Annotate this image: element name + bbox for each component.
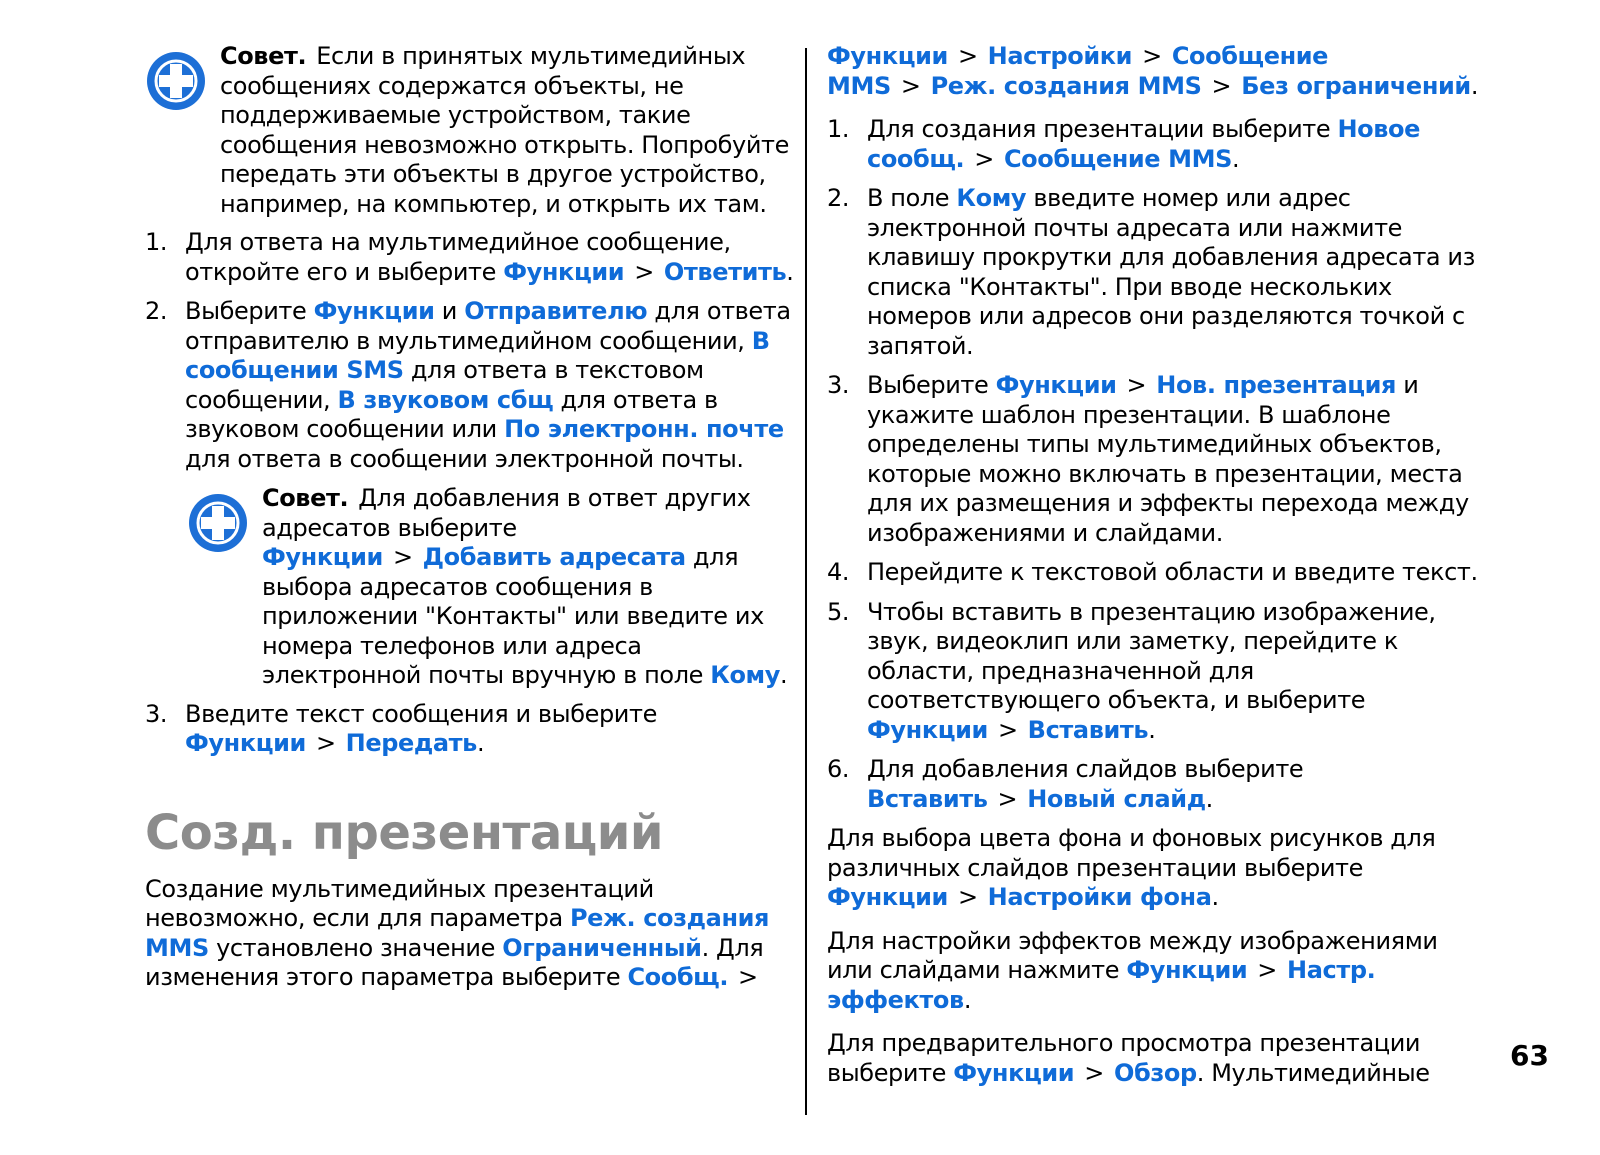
menu-option: Функции (953, 1058, 1075, 1087)
menu-option: Реж. создания MMS (145, 904, 770, 962)
menu-option: В звуковом сбщ (337, 385, 554, 414)
list-item: 4. Перейдите к текстовой области и введите текст. (827, 558, 1478, 586)
menu-option: Передать (345, 729, 477, 757)
list-item: 6. Для добавления слайдов выберите Вставить > Новый слайд. (827, 755, 1304, 813)
menu-option: Добавить адресата (422, 543, 686, 571)
menu-option: Функции (1126, 956, 1248, 984)
menu-option: Ответить (663, 257, 787, 286)
menu-option: Функции (827, 42, 948, 70)
tip-block: Совет. Для добавления в ответ других адресатов выберите Функции > Добавить адресата для выбора адресатов сообщения в приложении "Контакты" или введите их номера телефонов или адреса электронной почты вручную в поле Кому. (187, 484, 795, 691)
menu-option: Кому (956, 184, 1027, 212)
tip-text: Если в принятых мультимедийных сообщениях содержатся объекты, не поддерживаемые устройством, такие сообщения невозможно открыть. Попробуйте передать эти объекты в другое устройство, например, на компьютер, и открыть их там. (220, 42, 789, 218)
menu-option: Настр. эффектов (827, 956, 1376, 1014)
menu-option: Сообщение MMS (1003, 144, 1232, 173)
settings-path: Функции > Настройки > Сообщение MMS > Реж. создания MMS > Без ограничений. (827, 42, 1479, 100)
plus-tip-icon (187, 492, 249, 554)
list-item: 3. Выберите Функции > Нов. презентация и укажите шаблон презентации. В шаблоне определены типы мультимедийных объектов, которые можно включать в презентации, места для их размещения и эффекты перехода между изображениями и слайдами. (827, 371, 1469, 547)
menu-option: Функции (262, 543, 383, 571)
menu-option: Функции (503, 257, 625, 286)
menu-option: Ограниченный (502, 933, 702, 962)
presentation-steps (827, 115, 1487, 814)
section-heading: Созд. презентаций (145, 804, 664, 861)
menu-option: В сообщении SMS (185, 326, 770, 384)
menu-option: Настройки (987, 42, 1133, 70)
menu-option: Функции (313, 297, 435, 325)
menu-option: Настройки фона (987, 883, 1212, 911)
menu-option: Отправителю (464, 297, 648, 325)
menu-option: Вставить (867, 784, 988, 813)
menu-option: Обзор (1113, 1058, 1197, 1087)
background-paragraph: Для выбора цвета фона и фоновых рисунков для различных слайдов презентации выберите Функции > Настройки фона. (827, 824, 1436, 911)
menu-option: Сообщ. (627, 963, 729, 991)
tip-label: Совет. (262, 484, 349, 512)
list-item: 1. Для создания презентации выберите Новое сообщ. > Сообщение MMS. (827, 115, 1421, 173)
menu-option: Без ограничений (1241, 71, 1471, 100)
menu-option: Вставить (1027, 715, 1149, 744)
reply-steps (145, 228, 795, 474)
plus-tip-icon (145, 50, 207, 112)
preview-paragraph: Для предварительного просмотра презентации выберите Функции > Обзор. Мультимедийные (827, 1029, 1430, 1087)
list-item: 3. Введите текст сообщения и выберите Функции > Передать. (145, 699, 657, 757)
page-number: 63 (1510, 1039, 1549, 1072)
menu-option: По электронн. почте (504, 415, 784, 443)
tip-label: Совет. (220, 42, 307, 70)
menu-option: Реж. создания MMS (930, 71, 1202, 100)
list-item: 2. Выберите Функции и Отправителю для ответа отправителю в мультимедийном сообщении, В сообщении SMS для ответа в текстовом сообщении, В звуковом сбщ для ответа в звуковом сообщении или По электронн. почте для ответа в сообщении электронной почты. (145, 297, 791, 473)
menu-option: Нов. презентация (1156, 371, 1397, 399)
reply-steps-cont (145, 700, 795, 759)
tip-block (145, 42, 795, 219)
menu-option: Сообщение MMS (827, 42, 1329, 100)
list-item: 5. Чтобы вставить в презентацию изображение, звук, видеоклип или заметку, перейдите к области, предназначенной для соответствующего объекта, и выберите Функции > Вставить. (827, 597, 1436, 744)
menu-option: Функции (827, 883, 948, 911)
right-column (827, 42, 1487, 1102)
left-column (145, 42, 795, 993)
menu-option: Новый слайд (1027, 784, 1206, 813)
menu-option: Функции (867, 715, 988, 744)
menu-option: Функции (995, 371, 1117, 399)
menu-option: Новое сообщ. (867, 115, 1421, 173)
column-divider (805, 48, 807, 1115)
menu-option: Кому (710, 661, 781, 689)
list-item: 1. Для ответа на мультимедийное сообщение, откройте его и выберите Функции > Ответить. (145, 228, 794, 286)
intro-paragraph: Создание мультимедийных презентаций невозможно, если для параметра Реж. создания MMS установлено значение Ограниченный. Для изменения этого параметра выберите Сообщ. > (145, 874, 770, 991)
list-item: 2. В поле Кому введите номер или адрес электронной почты адресата или нажмите клавишу прокрутки для добавления адресата из списка "Контакты". При вводе нескольких номеров или адресов они разделяются точкой с запятой. (827, 184, 1475, 360)
effects-paragraph: Для настройки эффектов между изображениями или слайдами нажмите Функции > Настр. эффектов. (827, 926, 1438, 1014)
menu-option: Функции (185, 729, 306, 757)
